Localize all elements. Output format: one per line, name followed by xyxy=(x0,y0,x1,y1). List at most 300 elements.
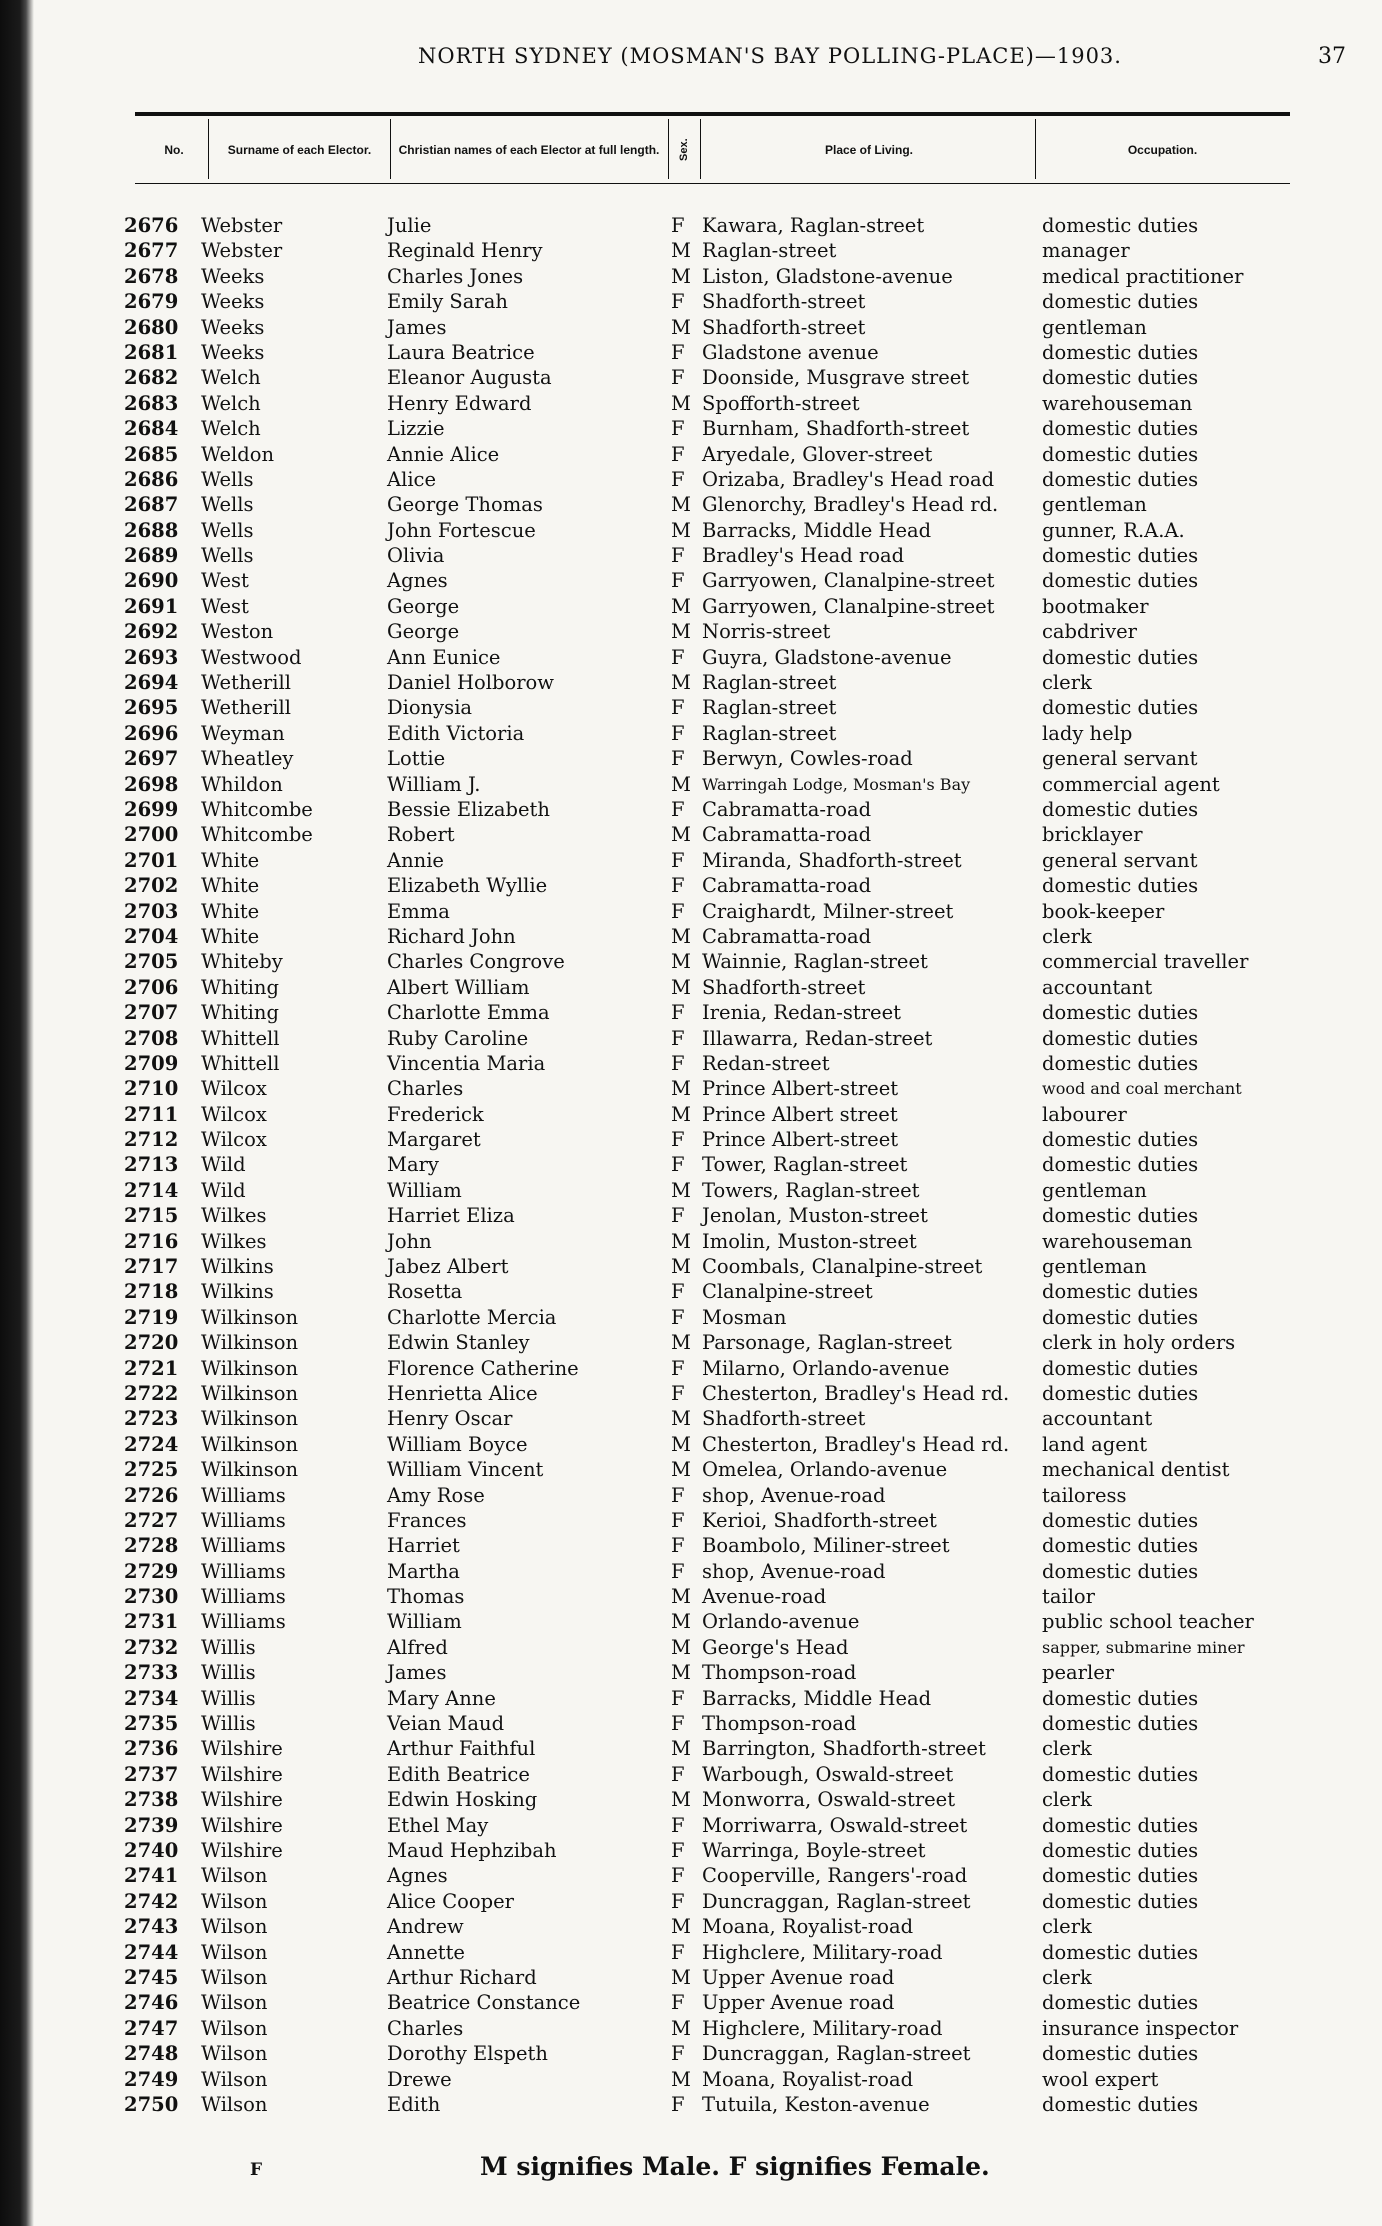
elector-surname: Willis xyxy=(201,1686,256,1710)
elector-sex: F xyxy=(671,1508,685,1532)
elector-place-of-living: Upper Avenue road xyxy=(702,1965,895,1989)
elector-sex: F xyxy=(671,1940,685,1964)
elector-number: 2685 xyxy=(124,442,179,466)
elector-number: 2720 xyxy=(124,1331,179,1355)
elector-christian-names: Julie xyxy=(387,214,432,237)
elector-number: 2729 xyxy=(124,1559,179,1583)
elector-occupation: warehouseman xyxy=(1042,391,1193,415)
elector-row xyxy=(0,1762,1382,1787)
elector-christian-names: Richard John xyxy=(387,924,516,948)
elector-sex: M xyxy=(671,1635,691,1659)
elector-surname: Williams xyxy=(201,1508,286,1532)
elector-surname: Weldon xyxy=(201,442,275,466)
elector-sex: M xyxy=(671,594,691,618)
elector-place-of-living: Burnham, Shadforth-street xyxy=(702,417,970,441)
elector-row xyxy=(0,1813,1382,1838)
elector-number: 2707 xyxy=(124,1001,179,1025)
running-head: NORTH SYDNEY (MOSMAN'S BAY POLLING-PLACE)—1903. xyxy=(418,44,1122,68)
elector-christian-names: Mary Anne xyxy=(387,1686,496,1710)
elector-christian-names: Alice xyxy=(387,467,437,491)
elector-occupation: tailor xyxy=(1042,1585,1095,1609)
sex-legend: M signifies Male. F signifies Female. xyxy=(480,2152,990,2181)
elector-place-of-living: Raglan-street xyxy=(702,696,837,720)
elector-sex: M xyxy=(671,924,691,948)
header-rule-bottom xyxy=(135,183,1290,184)
elector-christian-names: Daniel Holborow xyxy=(387,671,554,695)
header-rule-top xyxy=(135,112,1290,116)
elector-sex: F xyxy=(671,544,685,568)
elector-surname: Williams xyxy=(201,1559,286,1583)
elector-christian-names: Laura Beatrice xyxy=(387,340,535,364)
elector-sex: M xyxy=(671,1788,691,1812)
elector-christian-names: George Thomas xyxy=(387,493,543,517)
elector-sex: F xyxy=(671,1991,685,2015)
column-separator xyxy=(208,119,209,179)
column-separator xyxy=(700,119,701,179)
column-header-place: Place of Living. xyxy=(824,143,914,157)
elector-row xyxy=(0,1940,1382,1965)
elector-row xyxy=(0,416,1382,441)
elector-christian-names: Florence Catherine xyxy=(387,1356,579,1380)
elector-surname: Wilkins xyxy=(201,1255,274,1279)
elector-surname: Wilkes xyxy=(201,1204,267,1228)
elector-surname: Wilshire xyxy=(201,1813,283,1837)
elector-occupation: domestic duties xyxy=(1042,1305,1199,1329)
elector-number: 2717 xyxy=(124,1255,179,1279)
elector-surname: White xyxy=(201,848,260,872)
elector-row xyxy=(0,1609,1382,1634)
elector-occupation: mechanical dentist xyxy=(1042,1458,1230,1482)
elector-row xyxy=(0,695,1382,720)
elector-christian-names: Ethel May xyxy=(387,1813,489,1837)
elector-christian-names: James xyxy=(387,1661,447,1685)
elector-occupation: gentleman xyxy=(1042,315,1147,339)
elector-christian-names: Henrietta Alice xyxy=(387,1381,538,1405)
elector-row xyxy=(0,264,1382,289)
elector-christian-names: William xyxy=(387,1178,462,1202)
elector-number: 2746 xyxy=(124,1991,179,2015)
elector-number: 2700 xyxy=(124,823,179,847)
elector-christian-names: Andrew xyxy=(387,1915,464,1939)
elector-row xyxy=(0,289,1382,314)
elector-row xyxy=(0,772,1382,797)
elector-surname: Wilson xyxy=(201,2092,268,2116)
elector-occupation: pearler xyxy=(1042,1661,1115,1685)
elector-row xyxy=(0,1254,1382,1279)
elector-sex: F xyxy=(671,1280,685,1304)
elector-number: 2738 xyxy=(124,1788,179,1812)
elector-sex: M xyxy=(671,1255,691,1279)
elector-place-of-living: Moana, Royalist-road xyxy=(702,1915,914,1939)
elector-sex: M xyxy=(671,315,691,339)
elector-surname: Willis xyxy=(201,1712,256,1736)
elector-surname: Weston xyxy=(201,620,274,644)
elector-sex: F xyxy=(671,899,685,923)
elector-christian-names: Charlotte Emma xyxy=(387,1001,550,1025)
page-number: 37 xyxy=(1318,44,1346,69)
elector-sex: F xyxy=(671,721,685,745)
elector-christian-names: Arthur Faithful xyxy=(387,1737,536,1761)
elector-place-of-living: Coombals, Clanalpine-street xyxy=(702,1255,983,1279)
elector-sex: F xyxy=(671,1051,685,1075)
elector-place-of-living: Thompson-road xyxy=(702,1712,857,1736)
elector-place-of-living: Monworra, Oswald-street xyxy=(702,1788,956,1812)
elector-sex: M xyxy=(671,1077,691,1101)
elector-surname: Wilson xyxy=(201,1991,268,2015)
elector-number: 2726 xyxy=(124,1483,179,1507)
elector-christian-names: Jabez Albert xyxy=(387,1255,509,1279)
elector-number: 2750 xyxy=(124,2092,179,2116)
elector-occupation: clerk in holy orders xyxy=(1042,1331,1236,1355)
elector-surname: Wilshire xyxy=(201,1737,283,1761)
elector-christian-names: Alfred xyxy=(387,1635,448,1659)
elector-christian-names: Amy Rose xyxy=(387,1483,485,1507)
elector-number: 2691 xyxy=(124,594,179,618)
elector-occupation: general servant xyxy=(1042,747,1198,771)
elector-occupation: domestic duties xyxy=(1042,1864,1199,1888)
elector-number: 2686 xyxy=(124,467,179,491)
elector-christian-names: James xyxy=(387,315,447,339)
elector-occupation: land agent xyxy=(1042,1432,1148,1456)
elector-place-of-living: Orizaba, Bradley's Head road xyxy=(702,467,995,491)
elector-place-of-living: Avenue-road xyxy=(702,1585,827,1609)
elector-row xyxy=(0,1508,1382,1533)
elector-row xyxy=(0,1356,1382,1381)
elector-row xyxy=(0,1127,1382,1152)
elector-christian-names: Henry Oscar xyxy=(387,1407,513,1431)
elector-row xyxy=(0,1432,1382,1457)
elector-number: 2695 xyxy=(124,696,179,720)
elector-surname: Wetherill xyxy=(201,671,291,695)
elector-number: 2739 xyxy=(124,1813,179,1837)
elector-place-of-living: Cabramatta-road xyxy=(702,797,872,821)
elector-surname: Wilson xyxy=(201,2042,268,2066)
elector-sex: M xyxy=(671,1102,691,1126)
elector-christian-names: Lizzie xyxy=(387,417,445,441)
elector-row xyxy=(0,238,1382,263)
elector-surname: Weeks xyxy=(201,315,265,339)
elector-surname: Williams xyxy=(201,1483,286,1507)
elector-occupation: domestic duties xyxy=(1042,1508,1199,1532)
elector-sex: F xyxy=(671,1381,685,1405)
elector-occupation: domestic duties xyxy=(1042,1356,1199,1380)
column-separator xyxy=(390,119,391,179)
elector-occupation: domestic duties xyxy=(1042,797,1199,821)
elector-row xyxy=(0,1736,1382,1761)
elector-christian-names: Veian Maud xyxy=(387,1712,505,1736)
elector-surname: Wilkinson xyxy=(201,1432,299,1456)
elector-sex: M xyxy=(671,1585,691,1609)
elector-place-of-living: Thompson-road xyxy=(702,1661,857,1685)
elector-row xyxy=(0,1026,1382,1051)
elector-row xyxy=(0,746,1382,771)
elector-row xyxy=(0,924,1382,949)
elector-sex: F xyxy=(671,1001,685,1025)
elector-occupation: domestic duties xyxy=(1042,467,1199,491)
elector-row xyxy=(0,1559,1382,1584)
elector-sex: F xyxy=(671,442,685,466)
elector-christian-names: Albert William xyxy=(387,975,530,999)
elector-sex: M xyxy=(671,1331,691,1355)
elector-occupation: accountant xyxy=(1042,1407,1153,1431)
elector-surname: Wilkinson xyxy=(201,1407,299,1431)
elector-christian-names: Henry Edward xyxy=(387,391,532,415)
elector-number: 2721 xyxy=(124,1356,179,1380)
elector-sex: M xyxy=(671,391,691,415)
elector-surname: Westwood xyxy=(201,645,302,669)
elector-surname: Wilkins xyxy=(201,1280,274,1304)
elector-christian-names: Beatrice Constance xyxy=(387,1991,581,2015)
elector-number: 2715 xyxy=(124,1204,179,1228)
elector-number: 2735 xyxy=(124,1712,179,1736)
elector-sex: M xyxy=(671,264,691,288)
elector-sex: F xyxy=(671,340,685,364)
elector-place-of-living: Raglan-street xyxy=(702,239,837,263)
elector-occupation: book-keeper xyxy=(1042,899,1165,923)
elector-christian-names: Harriet Eliza xyxy=(387,1204,515,1228)
elector-number: 2694 xyxy=(124,671,179,695)
elector-surname: Williams xyxy=(201,1534,286,1558)
elector-christian-names: Harriet xyxy=(387,1534,460,1558)
elector-sex: M xyxy=(671,1965,691,1989)
elector-sex: F xyxy=(671,2092,685,2116)
elector-row xyxy=(0,518,1382,543)
elector-sex: F xyxy=(671,1356,685,1380)
elector-occupation: domestic duties xyxy=(1042,442,1199,466)
elector-number: 2737 xyxy=(124,1762,179,1786)
elector-number: 2692 xyxy=(124,620,179,644)
elector-row xyxy=(0,2067,1382,2092)
elector-row xyxy=(0,442,1382,467)
elector-christian-names: Frances xyxy=(387,1508,467,1532)
elector-place-of-living: Imolin, Muston-street xyxy=(702,1229,917,1253)
elector-number: 2725 xyxy=(124,1458,179,1482)
elector-sex: F xyxy=(671,645,685,669)
elector-sex: F xyxy=(671,797,685,821)
elector-row xyxy=(0,1787,1382,1812)
elector-christian-names: William Vincent xyxy=(387,1458,544,1482)
elector-surname: White xyxy=(201,899,260,923)
elector-surname: Wilson xyxy=(201,1889,268,1913)
elector-number: 2702 xyxy=(124,874,179,898)
elector-number: 2699 xyxy=(124,797,179,821)
elector-place-of-living: Redan-street xyxy=(702,1051,830,1075)
elector-sex: F xyxy=(671,1204,685,1228)
elector-place-of-living: Highclere, Military-road xyxy=(702,1940,943,1964)
elector-row xyxy=(0,848,1382,873)
elector-occupation: lady help xyxy=(1042,721,1133,745)
elector-surname: Whitcombe xyxy=(201,823,313,847)
elector-place-of-living: Guyra, Gladstone-avenue xyxy=(702,645,952,669)
elector-occupation: cabdriver xyxy=(1042,620,1137,644)
elector-number: 2690 xyxy=(124,569,179,593)
elector-place-of-living: shop, Avenue-road xyxy=(702,1559,886,1583)
elector-sex: M xyxy=(671,671,691,695)
elector-sex: F xyxy=(671,2042,685,2066)
elector-surname: White xyxy=(201,924,260,948)
elector-surname: Wells xyxy=(201,518,254,542)
elector-sex: M xyxy=(671,1178,691,1202)
elector-sex: F xyxy=(671,1813,685,1837)
elector-occupation: domestic duties xyxy=(1042,417,1199,441)
elector-row xyxy=(0,213,1382,238)
elector-surname: Whittell xyxy=(201,1051,280,1075)
elector-row xyxy=(0,1305,1382,1330)
elector-number: 2684 xyxy=(124,417,179,441)
elector-occupation: domestic duties xyxy=(1042,1001,1199,1025)
elector-christian-names: Margaret xyxy=(387,1128,481,1152)
elector-occupation: clerk xyxy=(1042,1965,1092,1989)
elector-christian-names: George xyxy=(387,594,460,618)
elector-surname: Wilcox xyxy=(201,1102,267,1126)
elector-place-of-living: Mosman xyxy=(702,1305,787,1329)
elector-surname: Wilkinson xyxy=(201,1458,299,1482)
elector-place-of-living: Miranda, Shadforth-street xyxy=(702,848,962,872)
elector-row xyxy=(0,797,1382,822)
elector-sex: F xyxy=(671,1559,685,1583)
elector-number: 2711 xyxy=(124,1102,179,1126)
elector-occupation: domestic duties xyxy=(1042,696,1199,720)
column-header-occupation: Occupation. xyxy=(1127,143,1198,157)
elector-sex: M xyxy=(671,1407,691,1431)
elector-row xyxy=(0,1229,1382,1254)
elector-number: 2727 xyxy=(124,1508,179,1532)
elector-occupation: domestic duties xyxy=(1042,1889,1199,1913)
elector-place-of-living: Duncraggan, Raglan-street xyxy=(702,2042,971,2066)
elector-place-of-living: Kerioi, Shadforth-street xyxy=(702,1508,937,1532)
elector-place-of-living: Towers, Raglan-street xyxy=(702,1178,920,1202)
elector-number: 2730 xyxy=(124,1585,179,1609)
elector-sex: F xyxy=(671,1153,685,1177)
elector-surname: Wilkes xyxy=(201,1229,267,1253)
elector-surname: Willis xyxy=(201,1661,256,1685)
elector-surname: Wetherill xyxy=(201,696,291,720)
elector-surname: Welch xyxy=(201,366,261,390)
elector-occupation: domestic duties xyxy=(1042,1559,1199,1583)
elector-surname: Wilson xyxy=(201,2016,268,2040)
elector-place-of-living: Liston, Gladstone-avenue xyxy=(702,264,953,288)
elector-surname: Wilson xyxy=(201,1940,268,1964)
elector-place-of-living: Prince Albert street xyxy=(702,1102,898,1126)
elector-surname: Wheatley xyxy=(201,747,294,771)
elector-number: 2712 xyxy=(124,1128,179,1152)
elector-row xyxy=(0,1203,1382,1228)
elector-number: 2749 xyxy=(124,2067,179,2091)
elector-number: 2734 xyxy=(124,1686,179,1710)
elector-number: 2713 xyxy=(124,1153,179,1177)
elector-sex: M xyxy=(671,975,691,999)
elector-row xyxy=(0,975,1382,1000)
elector-row xyxy=(0,1051,1382,1076)
elector-row xyxy=(0,492,1382,517)
elector-sex: F xyxy=(671,1889,685,1913)
elector-place-of-living: Duncraggan, Raglan-street xyxy=(702,1889,971,1913)
elector-christian-names: Charles Jones xyxy=(387,264,524,288)
elector-sex: F xyxy=(671,290,685,314)
elector-sex: F xyxy=(671,1686,685,1710)
elector-occupation: domestic duties xyxy=(1042,1204,1199,1228)
elector-place-of-living: Tower, Raglan-street xyxy=(702,1153,908,1177)
elector-surname: Wilson xyxy=(201,1965,268,1989)
elector-place-of-living: Irenia, Redan-street xyxy=(702,1001,901,1025)
elector-number: 2747 xyxy=(124,2016,179,2040)
elector-place-of-living: Morriwarra, Oswald-street xyxy=(702,1813,968,1837)
elector-occupation: sapper, submarine miner xyxy=(1042,1637,1245,1657)
elector-surname: Willis xyxy=(201,1635,256,1659)
elector-christian-names: Ann Eunice xyxy=(387,645,501,669)
elector-number: 2719 xyxy=(124,1305,179,1329)
elector-row xyxy=(0,1076,1382,1101)
elector-sex: F xyxy=(671,747,685,771)
elector-place-of-living: Tutuila, Keston-avenue xyxy=(702,2092,930,2116)
elector-number: 2714 xyxy=(124,1178,179,1202)
elector-christian-names: Edwin Hosking xyxy=(387,1788,538,1812)
elector-occupation: domestic duties xyxy=(1042,1153,1199,1177)
elector-place-of-living: Craighardt, Milner-street xyxy=(702,899,954,923)
elector-occupation: clerk xyxy=(1042,924,1092,948)
elector-surname: Wild xyxy=(201,1153,246,1177)
elector-occupation: domestic duties xyxy=(1042,1839,1199,1862)
elector-place-of-living: Moana, Royalist-road xyxy=(702,2067,914,2091)
elector-surname: Wilkinson xyxy=(201,1305,299,1329)
elector-row xyxy=(0,1584,1382,1609)
elector-number: 2687 xyxy=(124,493,179,517)
elector-number: 2741 xyxy=(124,1864,179,1888)
elector-number: 2732 xyxy=(124,1635,179,1659)
elector-christian-names: Agnes xyxy=(387,1864,448,1888)
elector-place-of-living: Cabramatta-road xyxy=(702,924,872,948)
elector-occupation: wool expert xyxy=(1042,2067,1159,2091)
elector-number: 2701 xyxy=(124,848,179,872)
elector-place-of-living: Barrington, Shadforth-street xyxy=(702,1737,986,1761)
elector-place-of-living: Raglan-street xyxy=(702,721,837,745)
elector-occupation: tailoress xyxy=(1042,1483,1127,1507)
elector-place-of-living: Gladstone avenue xyxy=(702,340,879,364)
elector-place-of-living: George's Head xyxy=(702,1635,849,1659)
elector-row xyxy=(0,619,1382,644)
elector-place-of-living: Warbough, Oswald-street xyxy=(702,1762,954,1786)
elector-occupation: domestic duties xyxy=(1042,1026,1199,1050)
elector-surname: Wells xyxy=(201,544,254,568)
elector-row xyxy=(0,1279,1382,1304)
elector-occupation: domestic duties xyxy=(1042,1940,1199,1964)
elector-place-of-living: shop, Avenue-road xyxy=(702,1483,886,1507)
elector-row xyxy=(0,1914,1382,1939)
elector-number: 2723 xyxy=(124,1407,179,1431)
elector-surname: Wilshire xyxy=(201,1762,283,1786)
elector-sex: F xyxy=(671,1864,685,1888)
elector-place-of-living: Barracks, Middle Head xyxy=(702,1686,932,1710)
elector-christian-names: Emma xyxy=(387,899,450,923)
elector-place-of-living: Shadforth-street xyxy=(702,975,866,999)
elector-number: 2748 xyxy=(124,2042,179,2066)
elector-surname: Wilcox xyxy=(201,1077,267,1101)
elector-occupation: gentleman xyxy=(1042,1178,1147,1202)
elector-sex: M xyxy=(671,1229,691,1253)
elector-sex: F xyxy=(671,214,685,237)
elector-number: 2724 xyxy=(124,1432,179,1456)
elector-occupation: clerk xyxy=(1042,671,1092,695)
elector-surname: Wilshire xyxy=(201,1839,283,1862)
elector-occupation: gentleman xyxy=(1042,493,1147,517)
elector-place-of-living: Cabramatta-road xyxy=(702,874,872,898)
elector-occupation: insurance inspector xyxy=(1042,2016,1239,2040)
elector-sex: F xyxy=(671,1839,685,1862)
elector-number: 2704 xyxy=(124,924,179,948)
elector-row xyxy=(0,1838,1382,1863)
elector-surname: Wilson xyxy=(201,1915,268,1939)
elector-row xyxy=(0,1965,1382,1990)
